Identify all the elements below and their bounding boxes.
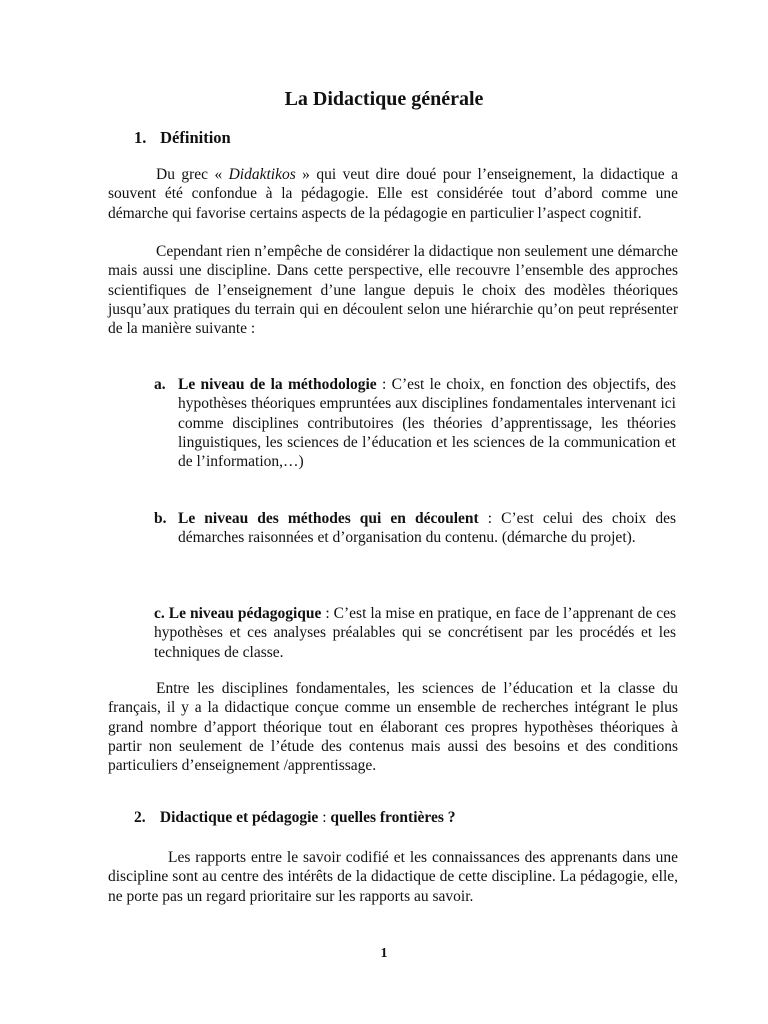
section-1-title: Définition [160, 128, 231, 147]
list-item-c-marker: c. [154, 605, 165, 622]
section-2-title-bold: Didactique et pédagogie [159, 809, 319, 826]
definition-p1-term: Didaktikos [228, 166, 296, 183]
definition-paragraph-2: Cependant rien n’empêche de considérer la didactique non seulement une démarche mais aussi une discipline. Dans cette perspective, elle recouvre l’ensemble des approches scientifiques de l’enseignement d’une langue depuis le choix des modèles théoriques jusqu’aux pratiques du terrain qui en découlent selon une hiérarchie qu’on peut représenter de la manière suivante : [108, 243, 678, 338]
section-2-title-sep: : [318, 809, 331, 826]
list-item-c-text: : C’est la mise en pratique, en face de l’apprenant de ces hypothèses et ces analyses préalables qui se concrétisent par les procédés et les techniques de classe. [154, 605, 676, 661]
section-1-heading [134, 128, 231, 148]
section-2-heading [134, 809, 456, 827]
list-item-a [154, 375, 676, 471]
definition-p1-after: » qui veut dire doué pour l’enseignement, la didactique a souvent été confondue à la pédagogie. Elle est considérée tout d’abord comme une démarche qui favorise certains aspects de la pédagogie en particulier l’aspect cognitif. [108, 166, 678, 222]
list-item-a-marker: a. [154, 376, 166, 393]
list-item-a-lead: Le niveau de la méthodologie [178, 376, 377, 393]
list-item-c-lead: Le niveau pédagogique [168, 605, 322, 622]
definition-paragraph-3: Entre les disciplines fondamentales, les sciences de l’éducation et la classe du français, il y a la didactique conçue comme un ensemble de recherches intégrant le plus grand nombre d’apport théorique tout en élaborant ces propres hypothèses théoriques à partir non seulement de l’étude des contenus mais aussi des besoins et des conditions particuliers d’enseignement /apprentissage. [108, 680, 678, 775]
list-item-c [154, 604, 676, 662]
section-1-number: 1. [134, 128, 147, 147]
section-2-title-rest: quelles frontières ? [330, 809, 456, 826]
definition-p1-before: Du grec « [156, 166, 229, 183]
section-2-number: 2. [134, 809, 146, 826]
page-number: 1 [380, 946, 388, 961]
list-item-b-text: : C’est celui des choix des démarches raisonnées et d’organisation du contenu. (démarche du projet). [178, 510, 676, 547]
list-item-a-text: : C’est le choix, en fonction des objectifs, des hypothèses théoriques empruntées aux disciplines fondamentales intervenant ici comme disciplines contributoires (les théories d’apprentissage, les théories linguistiques, les sciences de l’éducation et les sciences de la communication et de l’information,…) [178, 376, 676, 471]
definition-paragraph-1 [108, 165, 678, 223]
list-item-b [154, 509, 676, 548]
list-item-b-lead: Le niveau des méthodes qui en découlent [178, 510, 479, 527]
list-item-b-marker: b. [154, 510, 167, 527]
frontier-paragraph-1: Les rapports entre le savoir codifié et les connaissances des apprenants dans une discipline sont au centre des intérêts de la didactique de cette discipline. La pédagogie, elle, ne porte pas un regard prioritaire sur les rapports au savoir. [108, 849, 678, 905]
document-title: La Didactique générale [284, 88, 484, 110]
